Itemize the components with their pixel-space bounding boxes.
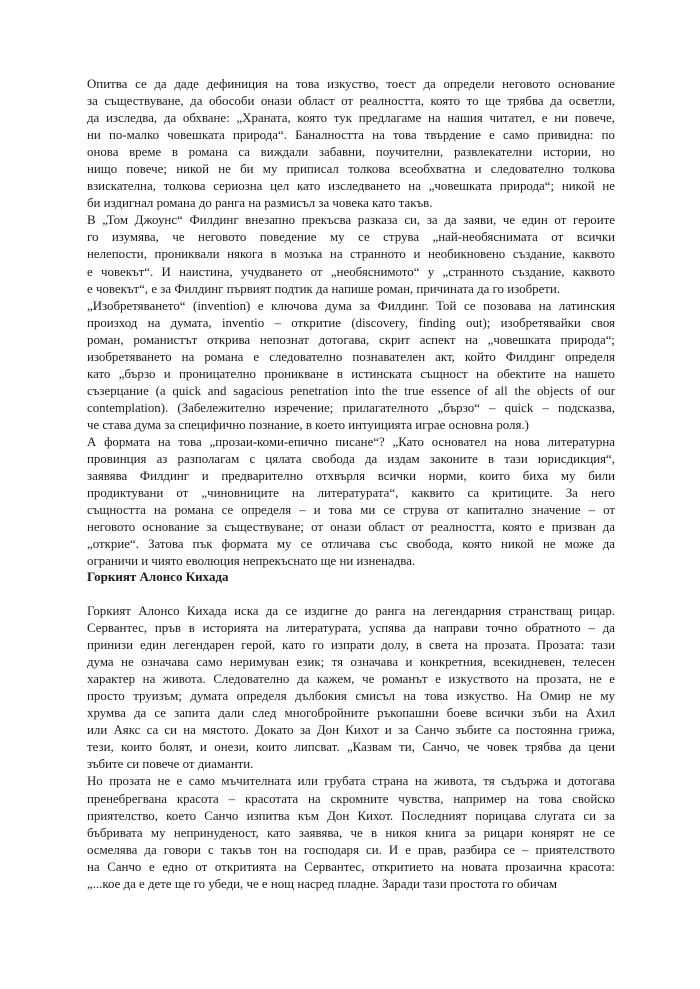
text-line: „Изобретяването“ (invention) е ключова дума за Филдинг. Той се позовава на латинския (87, 298, 615, 313)
text-line: заявява Филдинг и предварително отхвърля всички норми, които биха му били (87, 469, 615, 484)
text-line: характер на живота. Следователно да кажем, че романът е изкуството на прозата, не е (87, 672, 615, 687)
text-line: нелепости, прониквали някога в мозъка на странното и необикновено създание, каквото (87, 247, 615, 262)
text-line: В „Том Джоунс“ Филдинг внезапно прекъсва разказа си, за да заяви, че един от героите (87, 213, 615, 228)
text-line: би издигнал романа до ранга на размисъл за човека като такъв. (87, 196, 433, 211)
text-line: зъбите си повече от диаманти. (87, 757, 254, 772)
text-line: А формата на това „прозаи-коми-епично писане“? „Като основател на нова литературна (87, 434, 615, 449)
text-line: е човекът“. И наистина, учудването от „необяснимото“ у „странното създание, каквото (87, 264, 615, 279)
text-line: дума не означава само неримуван език; тя означава и конкретния, всекидневен, телесен (87, 655, 615, 670)
text-line: ограничи и чиято еволюция непрекъснато ще ни изненадва. (87, 554, 416, 569)
text-line: провинция аз разполагам с цялата свобода да издам законите в тази юрисдикция“, (87, 452, 615, 467)
text-line: тези, които болят, и онези, които липсват. „Казвам ти, Санчо, че човек трябва да цени (87, 740, 615, 755)
text-line: хрумва да се запита дали след многобройните ръкопашни боеве всички зъби на Ахил (87, 706, 615, 721)
text-line: взискателна, толкова сериозна цел като изследването на „човешката природа“; никой не (87, 179, 615, 194)
text-line: Сервантес, пръв в историята на литературата, успява да направи точно обратното – да (87, 621, 615, 636)
text-line: го изумява, че неговото поведение му се струва „най-необяснимата от всички (87, 230, 615, 245)
text-line: съзерцание (a quick and sagacious penetration into the true essence of all the objects of our (87, 383, 615, 398)
text-line: нищо повече; никой не би му приписал толкова всеобхватна и следователно толкова (87, 162, 615, 177)
text-line: да изследва, да обхване: „Храната, която тук предлагаме на нашия читател, е ни повече, (87, 111, 615, 126)
text-line: Горкият Алонсо Кихада иска да се издигне до ранга на легендарния странстващ рицар. (87, 604, 615, 618)
text-line: продиктувани от „чиновниците на литературата“, каквито са критиците. За него (87, 486, 615, 501)
text-line: за съществуване, да обособи онази област от реалността, която то ще трябва да осветли, (87, 94, 615, 109)
text-line: Но прозата не е само мъчителната или грубата страна на живота, тя съдържа и дотогава (87, 774, 615, 789)
text-line: или Аякс са си на мястото. Докато за Дон Кихот и за Санчо зъбите са постоянна грижа, (87, 723, 615, 738)
text-line: като „бързо и проницателно проникване в истинската същност на обектите на нашето (87, 366, 615, 381)
text-line: произход на думата, inventio – откритие (discovery, finding out); изобретявайки своя (87, 315, 615, 330)
section-1-text (87, 76, 615, 570)
text-line: принизи един легендарен герой, като го изпрати долу, в света на прозата. Прозата: тази (87, 638, 615, 653)
text-line: същността на романа се определя – и това ми се струва от капитално значение – от (87, 503, 615, 518)
text-line: осмелява да говори с такъв тон на господаря си. И е прав, разбира се – приятелството (87, 842, 615, 857)
text-line: contemplation). (Забележително изречение; прилагателното „бързо“ – quick – подсказва, (87, 400, 615, 415)
text-line: „...кое да е дете ще го убеди, че е нощ насред пладне. Заради тази простота го обичам (87, 876, 558, 891)
text-line: изобретяването на романа е следователно познавателен акт, който Филдинг определя (87, 349, 615, 364)
text-line: неговото основание за съществуване; от онази област от реалността, която е призван да (87, 520, 615, 535)
section-2-text (87, 603, 615, 893)
text-line: ни по-малко човешката природа“. Баналността на това твърдение е само привидна: по (87, 128, 615, 143)
text-line: че става дума за специфично познание, в което интуицията играе основна роля.) (87, 417, 529, 432)
text-line: е човекът“, е за Филдинг първият подтик да напише роман, причината да го изобрети. (87, 281, 561, 296)
text-line: Опитва се да даде дефиниция на това изкуство, тоест да определи неговото основание (87, 77, 615, 91)
text-line: приятелство, което Санчо изпитва към Дон Кихот. Последният порицава слугата си за (87, 808, 615, 823)
text-line: „открие“. Затова пък формата му се отличава със свобода, която никой не може да (87, 537, 615, 552)
text-line: просто труизъм; думата определя дълбокия смисъл на това изкуство. На Омир не му (87, 689, 615, 704)
section-heading: Горкият Алонсо Кихада (87, 569, 229, 584)
text-line: бъбривата му непринуденост, като заявява, че в никоя книга за рицари конярят не се (87, 825, 615, 840)
text-line: онова време в романа са виждали забавни, поучителни, развлекателни истории, но (87, 145, 615, 160)
text-line: роман, романистът открива непознат дотогава, скрит аспект на „човешката природа“; (87, 332, 615, 347)
text-line: на Санчо е едно от откритията на Сервантес, откритието на новата прозаична красота: (87, 859, 615, 874)
text-line: пренебрегвана красота – красотата на скромните чувства, например на това свойско (87, 791, 615, 806)
